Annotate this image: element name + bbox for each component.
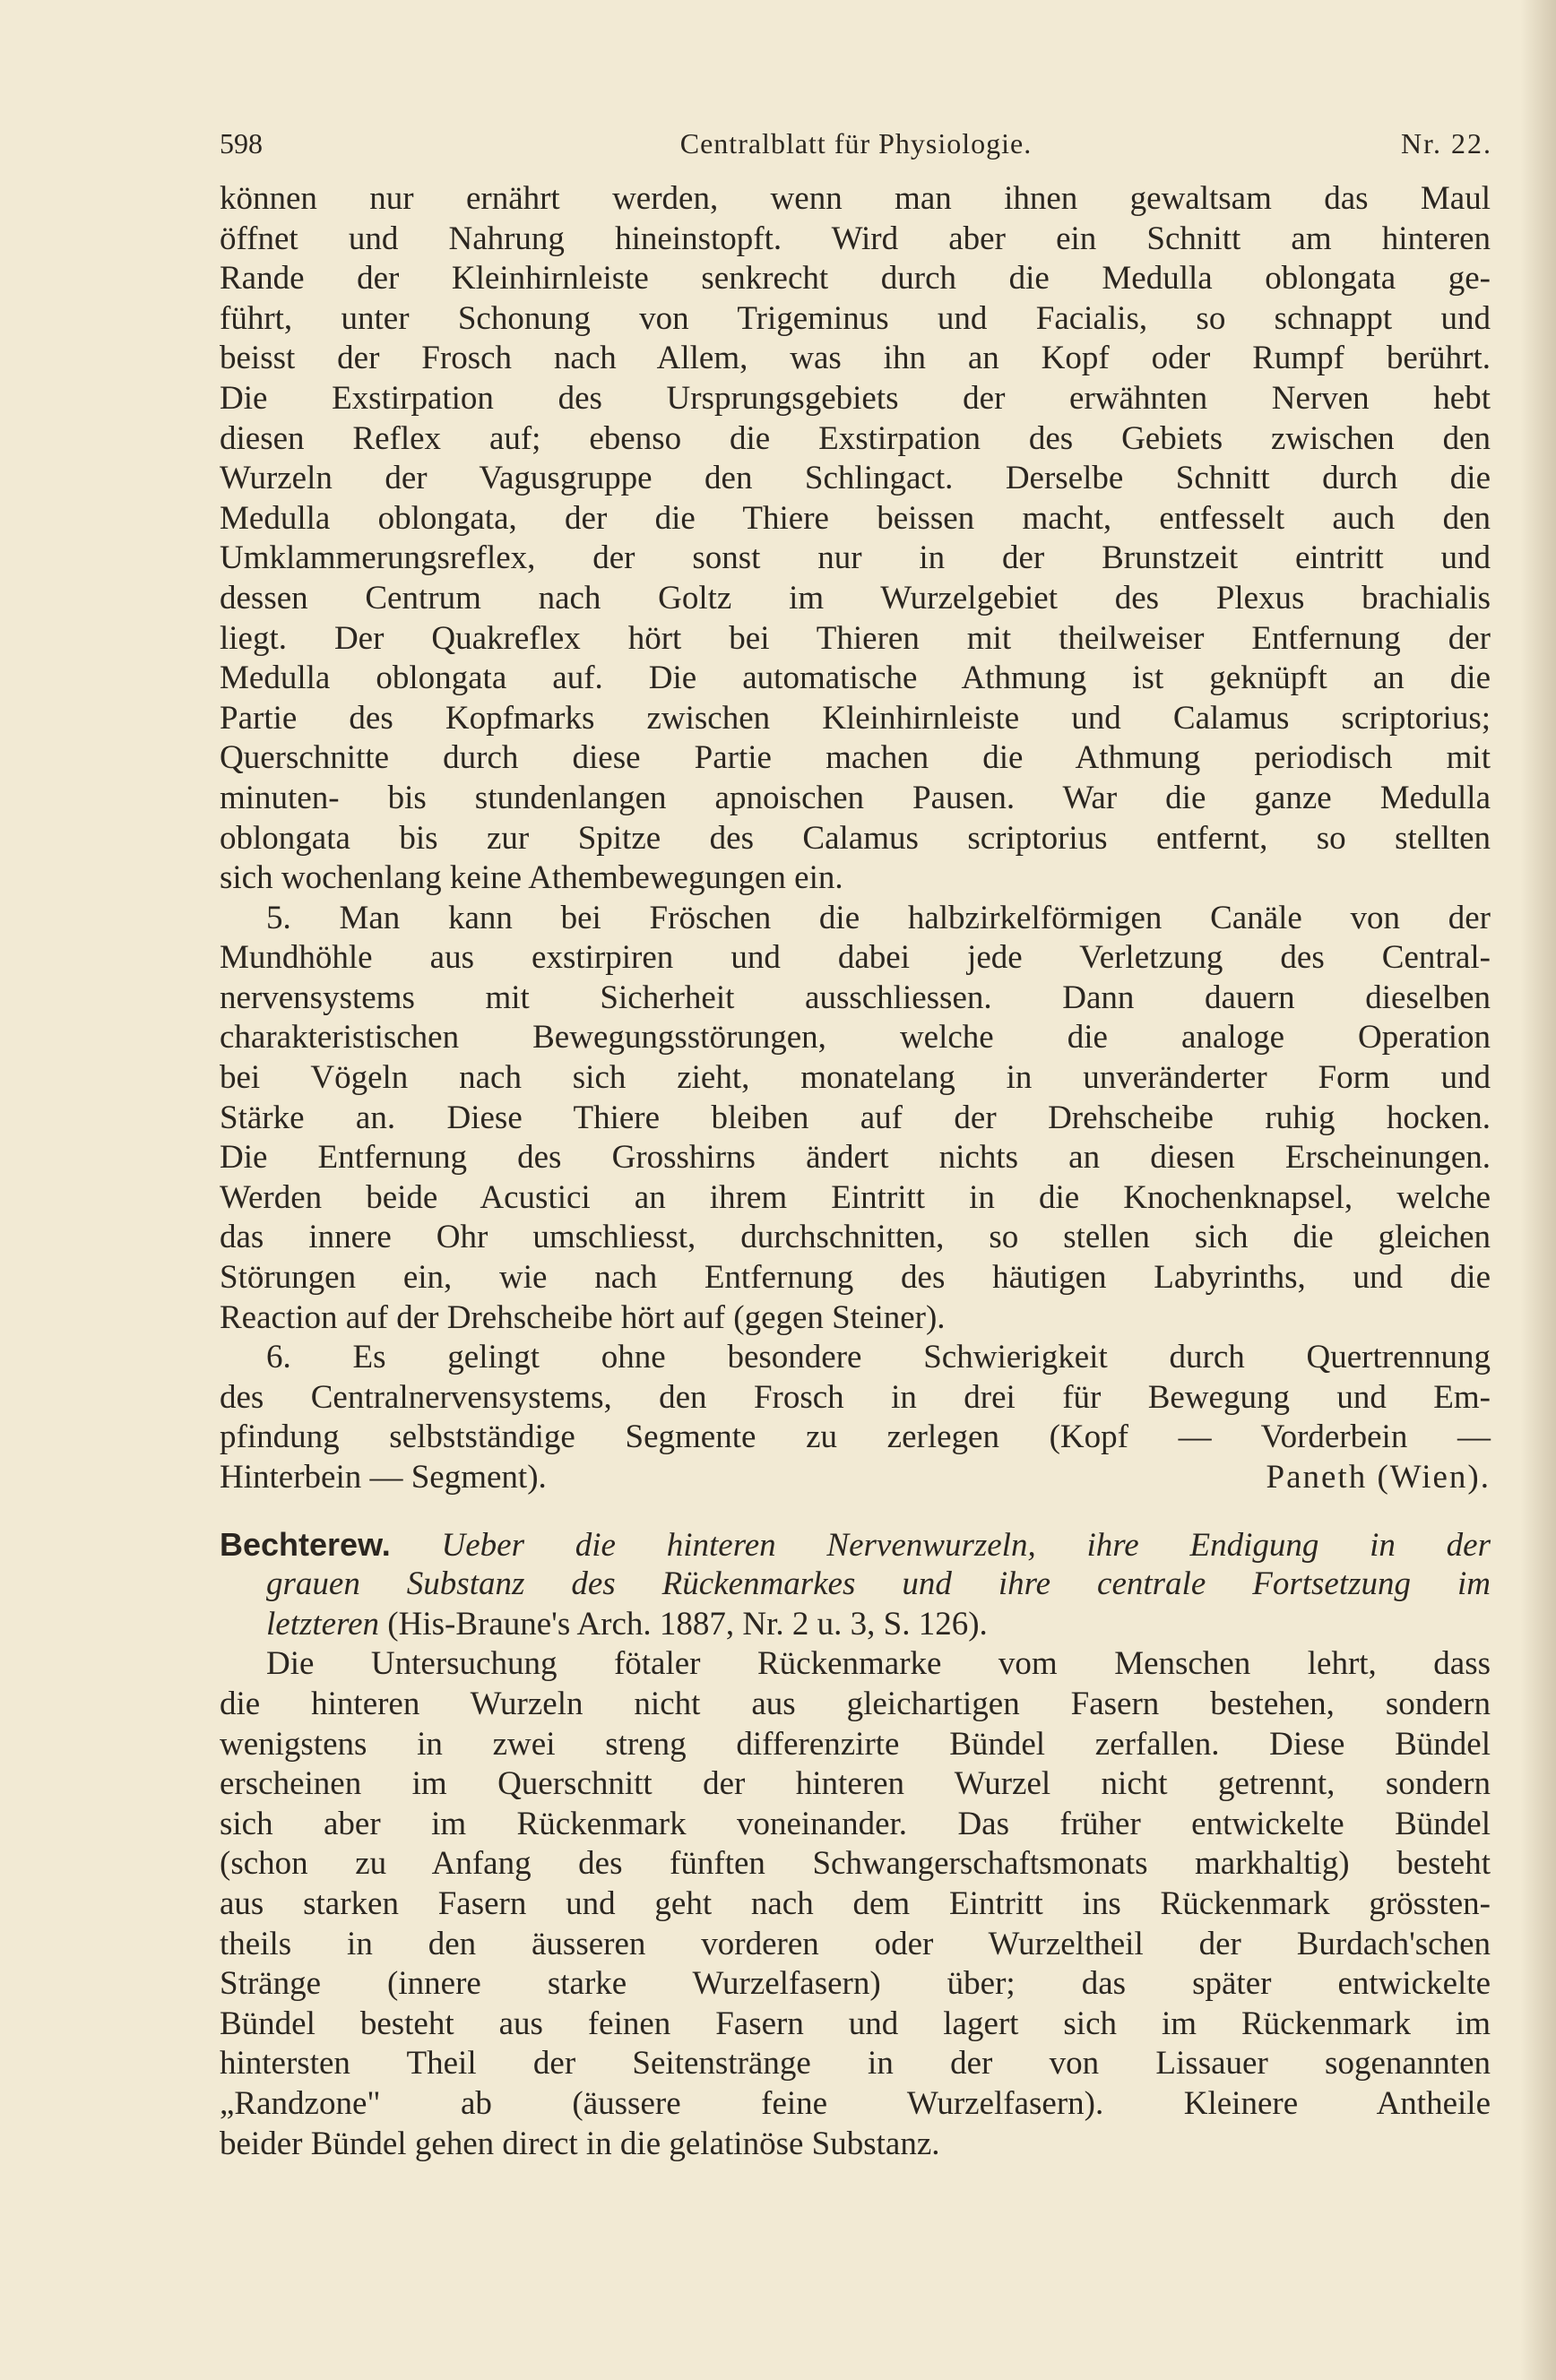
text-line bbox=[220, 979, 1491, 1019]
text-line bbox=[220, 1258, 1491, 1298]
line-text: sich wochenlang keine Athembewegungen ein. bbox=[220, 859, 843, 897]
text-line bbox=[220, 1338, 1491, 1378]
line-text: Bündel besteht aus feinen Fasern und lagert sich im Rückenmark im bbox=[220, 2005, 1491, 2042]
heading-line bbox=[220, 1605, 1491, 1645]
text-line bbox=[220, 179, 1491, 220]
author-signature: Paneth (Wien). bbox=[1266, 1459, 1491, 1496]
line-text: Die Untersuchung fötaler Rückenmarke vom Menschen lehrt, dass bbox=[266, 1645, 1491, 1683]
line-text: aus starken Fasern und geht nach dem Eintritt ins Rückenmark grössten- bbox=[220, 1884, 1491, 1922]
line-text: bei Vögeln nach sich zieht, monatelang in unveränderter Form und bbox=[220, 1059, 1491, 1097]
line-text: Störungen ein, wie nach Entfernung des häutigen Labyrinths, und die bbox=[220, 1259, 1491, 1297]
line-text: Reaction auf der Drehscheibe hört auf (gegen Steiner). bbox=[220, 1298, 946, 1336]
running-header bbox=[220, 127, 1492, 163]
text-line bbox=[220, 2044, 1491, 2084]
line-text: Querschnitte durch diese Partie machen die Athmung periodisch mit bbox=[220, 739, 1491, 777]
article-heading bbox=[220, 1525, 1491, 1645]
page-body bbox=[220, 179, 1491, 2164]
page-number: 598 bbox=[220, 127, 263, 160]
line-text: oblongata bis zur Spitze des Calamus scriptorius entfernt, so stellten bbox=[220, 819, 1491, 857]
text-line bbox=[220, 579, 1491, 619]
journal-title: Centralblatt für Physiologie. bbox=[679, 127, 1033, 160]
text-line bbox=[220, 1725, 1491, 1765]
line-text: können nur ernährt werden, wenn man ihnen gewaltsam das Maul bbox=[220, 180, 1491, 217]
line-text: Die Exstirpation des Ursprungsgebiets der erwähnten Nerven hebt bbox=[220, 379, 1491, 417]
text-line bbox=[220, 1805, 1491, 1845]
text-line bbox=[220, 2084, 1491, 2125]
article-title: letzteren bbox=[266, 1605, 380, 1643]
text-line bbox=[220, 379, 1491, 419]
text-line bbox=[220, 1644, 1491, 1685]
paragraph-5 bbox=[220, 899, 1491, 1339]
author-name: Bechterew. bbox=[220, 1525, 391, 1563]
line-text: diesen Reflex auf; ebenso die Exstirpation des Gebiets zwischen den bbox=[220, 419, 1491, 457]
text-line bbox=[220, 1058, 1491, 1099]
article-body bbox=[220, 1644, 1491, 2164]
text-line bbox=[220, 1964, 1491, 2005]
text-line bbox=[220, 659, 1491, 699]
text-line bbox=[220, 819, 1491, 859]
text-line bbox=[220, 299, 1491, 340]
line-text: 5. Man kann bei Fröschen die halbzirkelförmigen Canäle von der bbox=[266, 899, 1491, 936]
text-line bbox=[220, 1178, 1491, 1219]
text-line bbox=[220, 1764, 1491, 1805]
line-text: sich aber im Rückenmark voneinander. Das früher entwickelte Bündel bbox=[220, 1805, 1491, 1842]
text-line bbox=[220, 779, 1491, 819]
paragraph-6 bbox=[220, 1338, 1491, 1497]
line-text: Wurzeln der Vagusgruppe den Schlingact. Derselbe Schnitt durch die bbox=[220, 460, 1491, 497]
line-text: Stränge (innere starke Wurzelfasern) über; das später entwickelte bbox=[220, 1965, 1491, 2003]
text-line bbox=[220, 1099, 1491, 1139]
text-line bbox=[220, 899, 1491, 939]
text-line bbox=[220, 858, 1491, 899]
text-line bbox=[220, 619, 1491, 660]
line-text: 6. Es gelingt ohne besondere Schwierigkeit durch Quertrennung bbox=[266, 1339, 1491, 1376]
line-text: Hinterbein — Segment). bbox=[220, 1459, 547, 1496]
text-line bbox=[220, 1884, 1491, 1925]
line-text: Umklammerungsreflex, der sonst nur in der Brunstzeit eintritt und bbox=[220, 539, 1491, 577]
line-text: beisst der Frosch nach Allem, was ihn an Kopf oder Rumpf berührt. bbox=[220, 340, 1491, 377]
text-line bbox=[220, 1418, 1491, 1458]
text-line bbox=[220, 419, 1491, 460]
text-line bbox=[220, 259, 1491, 299]
line-text: dessen Centrum nach Goltz im Wurzelgebiet des Plexus brachialis bbox=[220, 579, 1491, 617]
text-line bbox=[220, 220, 1491, 260]
text-line bbox=[220, 1138, 1491, 1178]
line-text: „Randzone" ab (äussere feine Wurzelfasern). Kleinere Antheile bbox=[220, 2084, 1491, 2122]
text-line bbox=[220, 2125, 1491, 2165]
text-line bbox=[220, 738, 1491, 779]
text-line bbox=[220, 459, 1491, 499]
article-title: grauen Substanz des Rückenmarkes und ihre centrale Fortsetzung im bbox=[266, 1565, 1491, 1603]
text-line bbox=[220, 938, 1491, 979]
line-text: öffnet und Nahrung hineinstopft. Wird aber ein Schnitt am hinteren bbox=[220, 220, 1491, 257]
line-text: charakteristischen Bewegungsstörungen, welche die analoge Operation bbox=[220, 1019, 1491, 1056]
line-text: Medulla oblongata auf. Die automatische Athmung ist geknüpft an die bbox=[220, 660, 1491, 697]
text-line bbox=[220, 699, 1491, 739]
line-text: die hinteren Wurzeln nicht aus gleichartigen Fasern bestehen, sondern bbox=[220, 1685, 1491, 1722]
line-text: nervensystems mit Sicherheit ausschliessen. Dann dauern dieselben bbox=[220, 979, 1491, 1016]
issue-number: Nr. 22. bbox=[1401, 127, 1492, 160]
line-text: erscheinen im Querschnitt der hinteren Wurzel nicht getrennt, sondern bbox=[220, 1765, 1491, 1803]
heading-line bbox=[220, 1525, 1491, 1565]
text-line bbox=[220, 1298, 1491, 1339]
line-text: Rande der Kleinhirnleiste senkrecht durch die Medulla oblongata ge- bbox=[220, 260, 1491, 298]
line-text: Mundhöhle aus exstirpiren und dabei jede Verletzung des Central- bbox=[220, 939, 1491, 977]
text-line bbox=[220, 1378, 1491, 1419]
article-title: Ueber die hinteren Nervenwurzeln, ihre Endigung in der bbox=[441, 1526, 1491, 1564]
text-line bbox=[220, 1685, 1491, 1725]
line-text: wenigstens in zwei streng differenzirte Bündel zerfallen. Diese Bündel bbox=[220, 1725, 1491, 1763]
text-line bbox=[220, 539, 1491, 579]
text-line bbox=[220, 2005, 1491, 2045]
line-text: beider Bündel gehen direct in die gelatinöse Substanz. bbox=[220, 2125, 940, 2162]
line-text: Werden beide Acustici an ihrem Eintritt in die Knochenknapsel, welche bbox=[220, 1178, 1491, 1216]
line-text: führt, unter Schonung von Trigeminus und Facialis, so schnappt und bbox=[220, 299, 1491, 337]
line-text: Partie des Kopfmarks zwischen Kleinhirnleiste und Calamus scriptorius; bbox=[220, 699, 1491, 737]
text-line bbox=[220, 1844, 1491, 1884]
text-line bbox=[220, 339, 1491, 379]
text-line bbox=[220, 1018, 1491, 1058]
page-edge-shadow bbox=[1520, 0, 1556, 2380]
citation: (His-Braune's Arch. 1887, Nr. 2 u. 3, S. 126). bbox=[379, 1605, 988, 1643]
line-text: hintersten Theil der Seitenstränge in der von Lissauer sogenannten bbox=[220, 2045, 1491, 2082]
line-text: (schon zu Anfang des fünften Schwangerschaftsmonats markhaltig) besteht bbox=[220, 1845, 1491, 1883]
line-text: minuten- bis stundenlangen apnoischen Pausen. War die ganze Medulla bbox=[220, 779, 1491, 816]
article-continuation bbox=[220, 179, 1491, 899]
line-text: das innere Ohr umschliesst, durchschnitten, so stellen sich die gleichen bbox=[220, 1219, 1491, 1256]
line-text: Medulla oblongata, der die Thiere beissen macht, entfesselt auch den bbox=[220, 499, 1491, 537]
text-line bbox=[220, 1458, 1491, 1498]
text-line bbox=[220, 1218, 1491, 1258]
heading-line bbox=[220, 1565, 1491, 1605]
text-line bbox=[220, 499, 1491, 539]
text-line bbox=[220, 1925, 1491, 1965]
line-text: pfindung selbstständige Segmente zu zerlegen (Kopf — Vorderbein — bbox=[220, 1419, 1491, 1456]
line-text: liegt. Der Quakreflex hört bei Thieren mit theilweiser Entfernung der bbox=[220, 619, 1491, 657]
line-text: theils in den äusseren vorderen oder Wurzeltheil der Burdach'schen bbox=[220, 1925, 1491, 1962]
line-text: Die Entfernung des Grosshirns ändert nichts an diesen Erscheinungen. bbox=[220, 1139, 1491, 1177]
line-text: des Centralnervensystems, den Frosch in drei für Bewegung und Em- bbox=[220, 1378, 1491, 1416]
line-text: Stärke an. Diese Thiere bleiben auf der Drehscheibe ruhig hocken. bbox=[220, 1099, 1491, 1136]
